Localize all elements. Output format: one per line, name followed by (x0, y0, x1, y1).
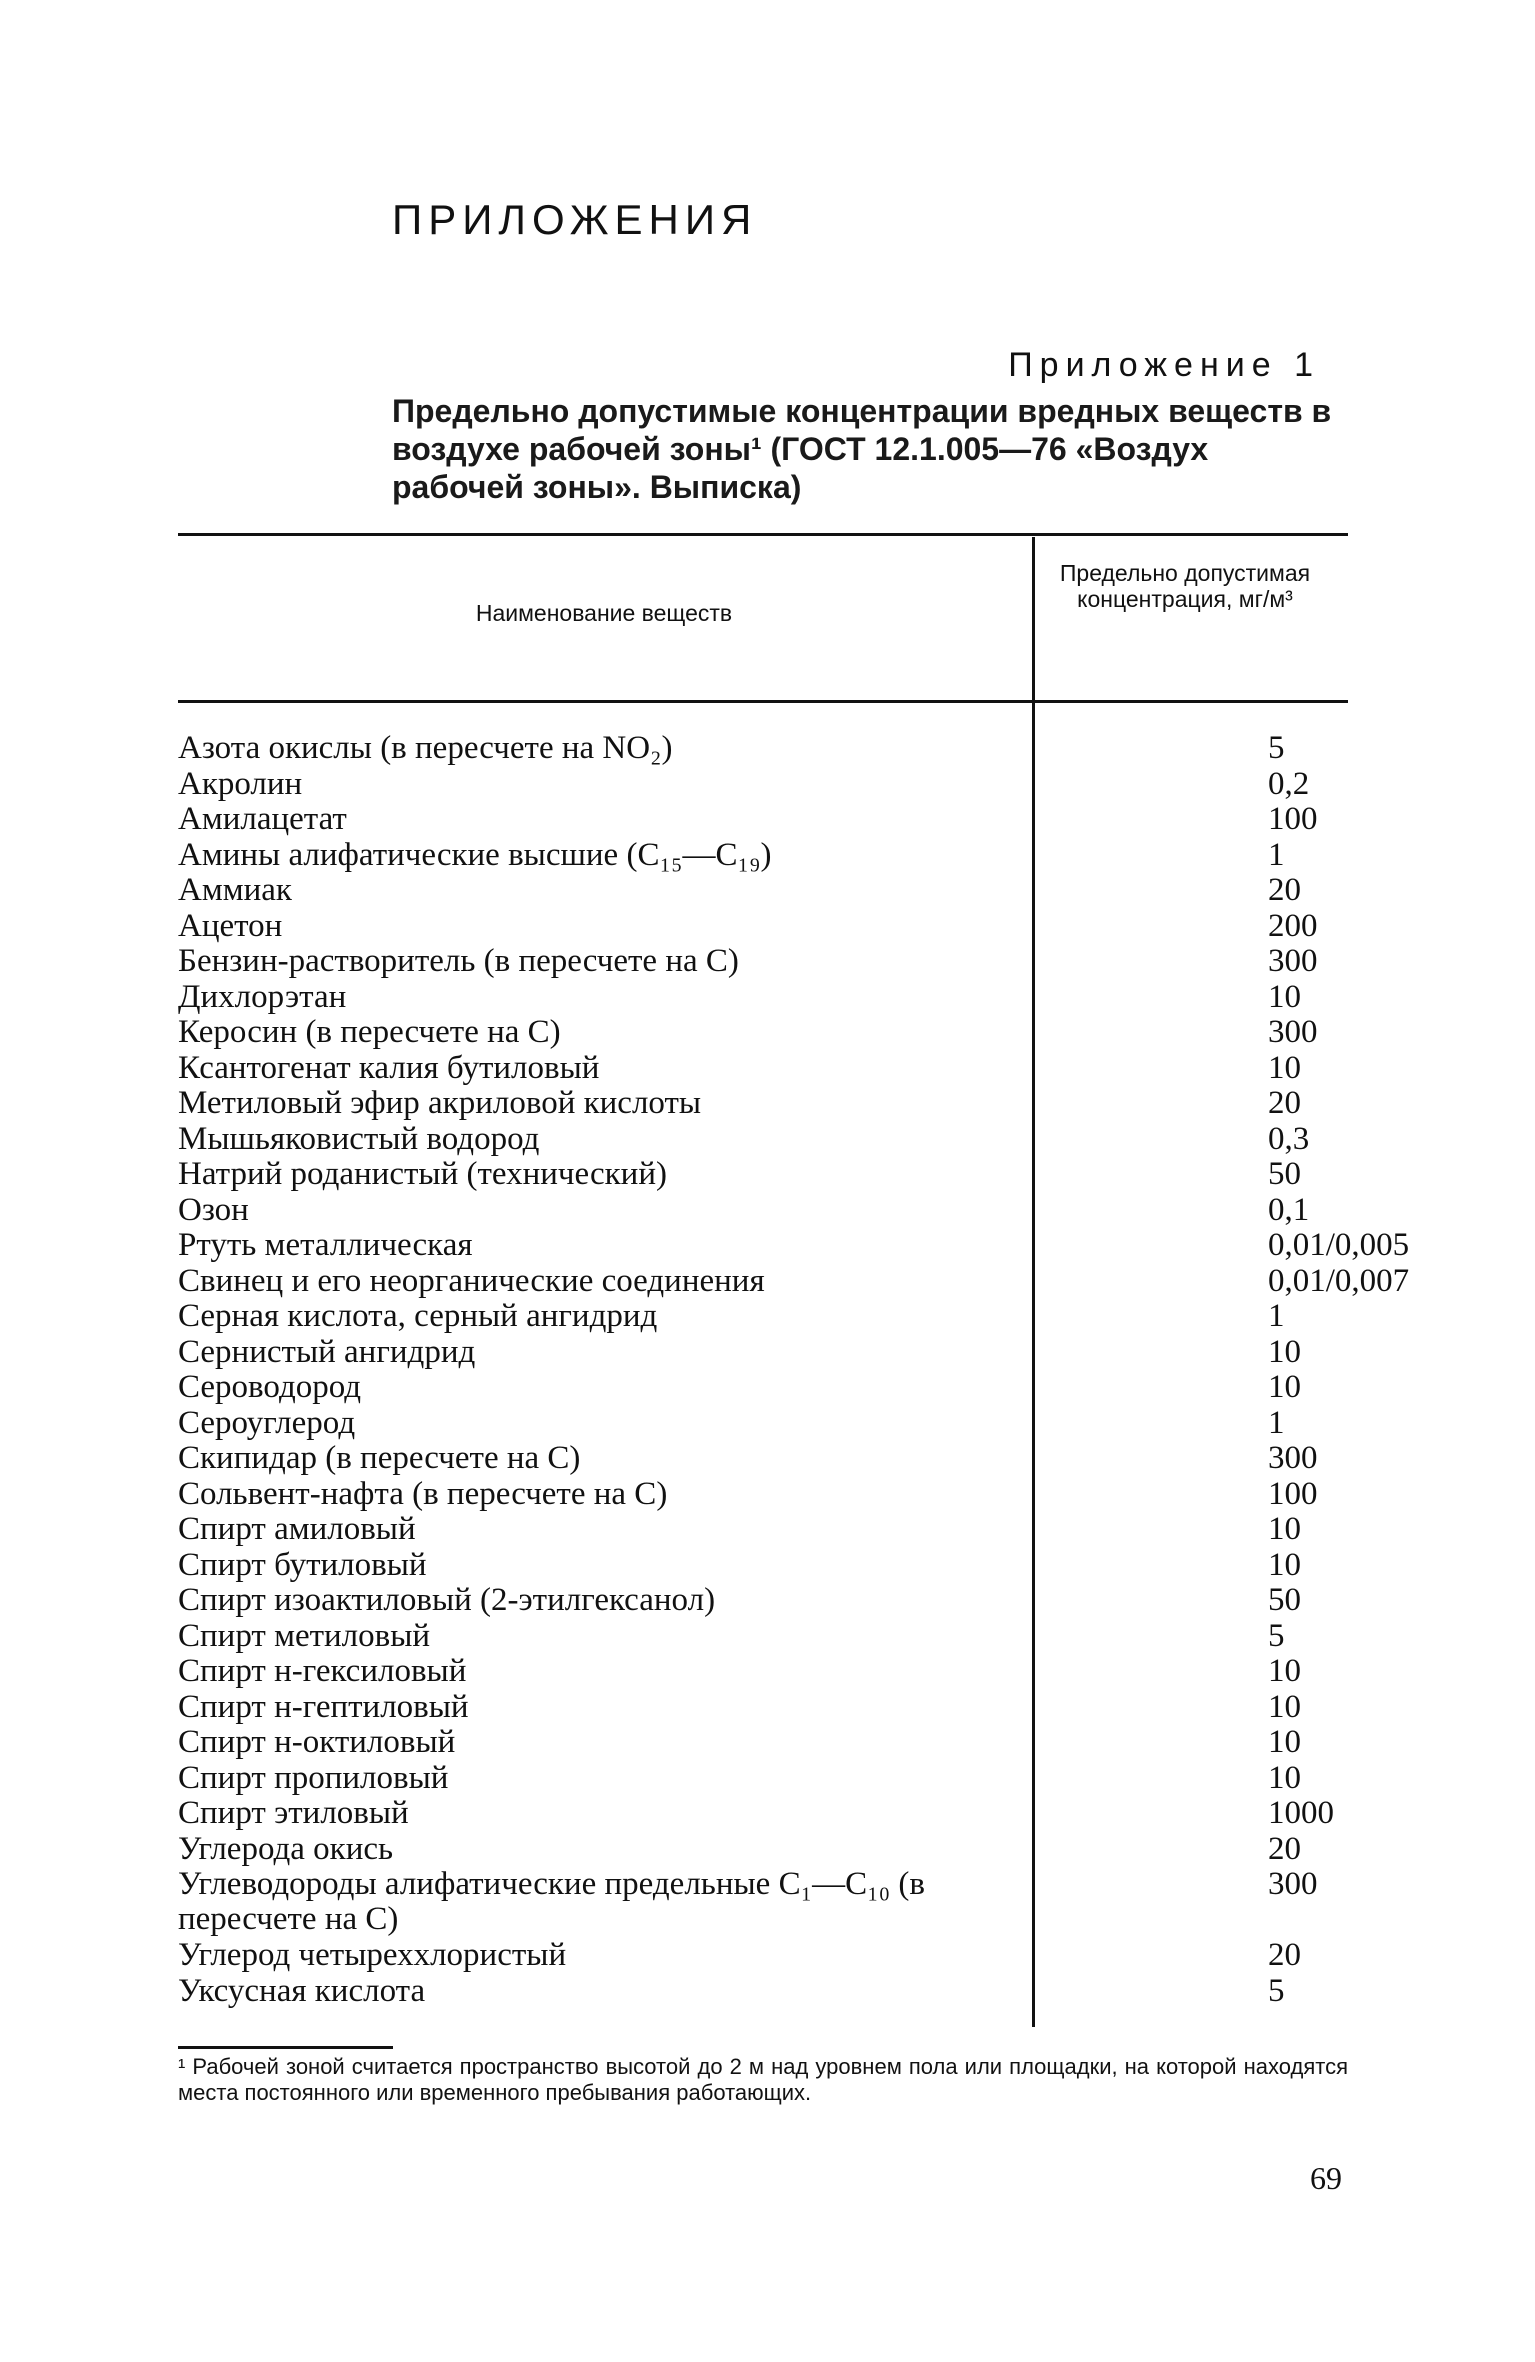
table-row (178, 1406, 1348, 1442)
substance-name: Скипидар (в пересчете на C) (178, 1440, 581, 1476)
table-row (178, 1370, 1348, 1406)
table-row (178, 838, 1348, 874)
table-row (178, 909, 1348, 945)
substance-name: Азота окислы (в пересчете на NO₂) (178, 730, 673, 766)
concentration-value: 300 (1268, 1014, 1318, 1050)
appendix-heading: ПРИЛОЖЕНИЯ (392, 196, 758, 243)
concentration-value: 20 (1268, 1937, 1301, 1973)
footnote-text: ¹ Рабочей зоной считается пространство высотой до 2 м над уровнем пола или площадки, на которой находятся места постоянного или временного пребывания работающих. (178, 2054, 1348, 2105)
concentration-value: 0,3 (1268, 1120, 1310, 1157)
table-row (178, 1761, 1348, 1797)
page-number: 69 (1310, 2160, 1342, 2196)
column-header-concentration: Предельно допустимая концентрация, мг/м³ (1059, 560, 1311, 612)
substance-name: Спирт амиловый (178, 1511, 416, 1547)
substance-name: Метиловый эфир акриловой кислоты (178, 1085, 702, 1121)
substance-name: Углеводороды алифатические предельные C₁—C₁₀ (в пересчете на C) (178, 1866, 925, 1937)
concentration-value: 5 (1268, 1972, 1285, 2009)
table-header-bottom-rule (178, 700, 1348, 703)
concentration-value: 10 (1268, 1724, 1301, 1760)
substance-name: Амины алифатические высшие (C₁₅—C₁₉) (178, 836, 772, 873)
substance-name: Спирт бутиловый (178, 1546, 427, 1583)
substance-table-body (178, 730, 1410, 2009)
table-row (178, 1157, 1348, 1193)
table-row (178, 1974, 1348, 2010)
table-row (178, 802, 1348, 838)
substance-name: Сольвент-нафта (в пересчете на C) (178, 1475, 668, 1512)
concentration-value: 10 (1268, 1333, 1301, 1370)
table-row (178, 1122, 1348, 1158)
concentration-value: 1000 (1268, 1795, 1334, 1831)
concentration-value: 10 (1268, 1369, 1301, 1405)
table-row (178, 1086, 1348, 1122)
substance-name: Уксусная кислота (178, 1972, 426, 2009)
concentration-value: 50 (1268, 1156, 1301, 1192)
table-row (178, 731, 1348, 767)
substance-name: Керосин (в пересчете на C) (178, 1014, 561, 1050)
concentration-value: 1 (1268, 836, 1285, 873)
concentration-value: 300 (1268, 1440, 1318, 1476)
concentration-value: 0,2 (1268, 765, 1310, 802)
table-row (178, 1796, 1348, 1832)
table-row (178, 1583, 1348, 1619)
substance-name: Сернистый ангидрид (178, 1333, 476, 1370)
appendix-title: Предельно допустимые концентрации вредных веществ в воздухе рабочей зоны¹ (ГОСТ 12.1.005—76 «Воздух рабочей зоны». Выписка) (392, 393, 1332, 505)
substance-name: Акролин (178, 765, 303, 802)
substance-name: Мышьяковистый водород (178, 1120, 540, 1157)
substance-name: Дихлорэтан (178, 978, 347, 1015)
substance-name: Натрий роданистый (технический) (178, 1156, 667, 1192)
concentration-value: 1 (1268, 1298, 1285, 1334)
table-row (178, 1690, 1348, 1726)
substance-name: Серная кислота, серный ангидрид (178, 1298, 658, 1334)
substance-name: Спирт этиловый (178, 1795, 409, 1831)
concentration-value: 5 (1268, 730, 1285, 766)
concentration-value: 10 (1268, 1546, 1301, 1583)
table-row (178, 1938, 1348, 1974)
substance-name: Спирт метиловый (178, 1617, 431, 1654)
concentration-value: 10 (1268, 978, 1301, 1015)
substance-name: Ксантогенат калия бутиловый (178, 1049, 600, 1086)
concentration-value: 100 (1268, 801, 1318, 837)
table-row (178, 1619, 1348, 1655)
concentration-value: 5 (1268, 1617, 1285, 1654)
concentration-value: 300 (1268, 1866, 1318, 1902)
concentration-value: 100 (1268, 1475, 1318, 1512)
substance-name: Спирт н-гептиловый (178, 1688, 469, 1725)
table-row (178, 873, 1348, 909)
concentration-value: 0,1 (1268, 1191, 1310, 1228)
table-top-rule (178, 533, 1348, 536)
concentration-value: 20 (1268, 872, 1301, 908)
substance-name: Бензин-растворитель (в пересчете на C) (178, 943, 739, 979)
table-row (178, 1832, 1348, 1868)
table-row (178, 1015, 1348, 1051)
table-row (178, 1867, 1348, 1938)
appendix-label: Приложение 1 (1008, 346, 1320, 384)
substance-name: Спирт н-гексиловый (178, 1653, 467, 1689)
concentration-value: 10 (1268, 1049, 1301, 1086)
concentration-value: 10 (1268, 1653, 1301, 1689)
table-row (178, 1335, 1348, 1371)
substance-name: Спирт изоактиловый (2-этилгексанол) (178, 1582, 716, 1618)
substance-name: Углерод четыреххлористый (178, 1937, 567, 1973)
substance-name: Амилацетат (178, 801, 347, 837)
concentration-value: 300 (1268, 943, 1318, 979)
table-row (178, 1262, 1410, 1300)
concentration-value: 20 (1268, 1830, 1301, 1867)
table-row (178, 1051, 1348, 1087)
concentration-value: 200 (1268, 907, 1318, 944)
concentration-value: 10 (1268, 1511, 1301, 1547)
substance-name: Ртуть металлическая (178, 1227, 473, 1263)
concentration-value: 20 (1268, 1085, 1301, 1121)
table-row (178, 980, 1348, 1016)
substance-name: Спирт н-октиловый (178, 1724, 456, 1760)
substance-name: Озон (178, 1191, 249, 1228)
footnote-rule (178, 2046, 393, 2049)
table-row (178, 1193, 1348, 1229)
concentration-value: 1 (1268, 1404, 1285, 1441)
substance-name: Углерода окись (178, 1830, 394, 1867)
table-row (178, 1299, 1348, 1335)
concentration-value: 0,01/0,005 (1268, 1227, 1410, 1263)
table-row (178, 1512, 1348, 1548)
substance-name: Сероводород (178, 1369, 362, 1405)
table-row (178, 944, 1348, 980)
table-row (178, 1548, 1348, 1584)
table-row (178, 1227, 1410, 1264)
substance-name: Спирт пропиловый (178, 1759, 449, 1796)
table-row (178, 1725, 1348, 1761)
substance-name: Аммиак (178, 872, 292, 908)
substance-name: Сероуглерод (178, 1404, 356, 1441)
column-header-name: Наименование веществ (475, 600, 733, 626)
table-row (178, 767, 1348, 803)
concentration-value: 0,01/0,007 (1268, 1262, 1410, 1299)
concentration-value: 10 (1268, 1759, 1301, 1796)
table-row (178, 1441, 1348, 1477)
concentration-value: 10 (1268, 1688, 1301, 1725)
concentration-value: 50 (1268, 1582, 1301, 1618)
table-row (178, 1477, 1348, 1513)
substance-name: Ацетон (178, 907, 283, 944)
substance-name: Свинец и его неорганические соединения (178, 1262, 765, 1299)
table-row (178, 1654, 1348, 1690)
